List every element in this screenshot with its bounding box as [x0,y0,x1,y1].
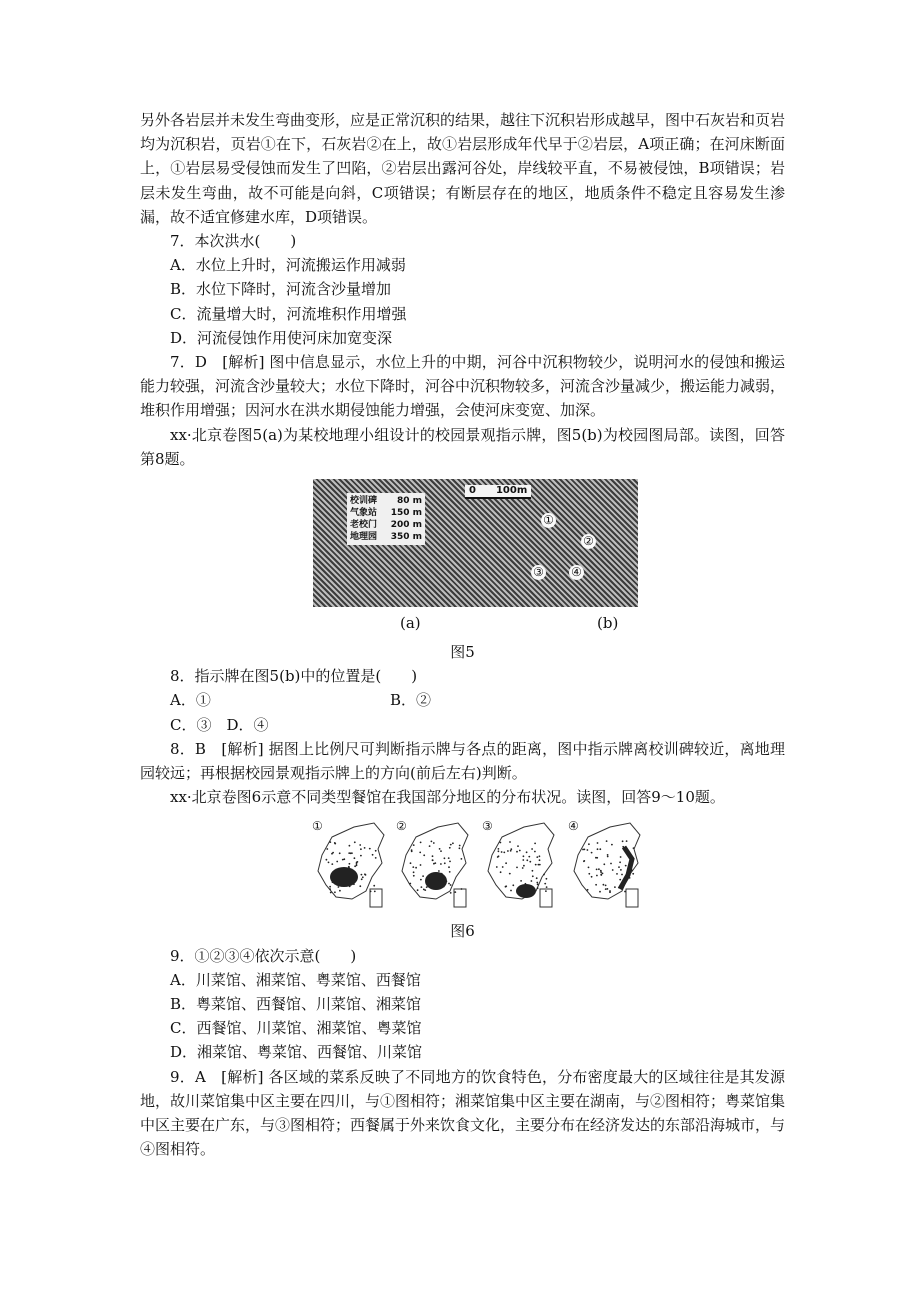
map-dot [503,852,505,854]
signboard-legend [347,493,425,545]
map-dot [438,871,440,873]
map-dot [607,856,609,858]
map-dot [618,887,620,889]
map-dot [496,867,498,869]
map-dot [498,851,500,853]
map-dot [628,874,630,876]
legend-row: 气象站 150 m [350,508,422,519]
map-dot [521,892,523,894]
map-dot [448,883,450,885]
map-dot [364,847,366,849]
map-dot [607,854,609,856]
map-dot [350,853,352,855]
map-dot [622,841,624,843]
map-dot [605,889,607,891]
map-dot [526,860,528,862]
map-dot [420,879,422,881]
map-dot [520,890,522,892]
q7-stem: 7．本次洪水( ) [170,232,297,251]
map-dot [588,867,590,869]
map-dot [599,891,601,893]
map-dot [359,886,361,888]
map-dot [516,851,518,853]
map-dot [546,887,548,889]
intro-paragraph: 另外各岩层并未发生弯曲变形，应是正常沉积的结果，越往下沉积岩形成越早，图中石灰岩和页岩均为沉积岩，页岩①在下，石灰岩②在上，故①岩层形成年代早于②岩层，A项正确；在河床断面上，①岩层易受侵蚀而发生了凹陷，②岩层出露河谷处，岸线较平直，不易被侵蚀，B项错误；岩层未发生弯曲，故不可能是向斜，C项错误；有断层存在的地区，地质条件不稳定且容易发生渗漏，故不适宜修建水库，D项错误。 [140,111,786,226]
map-dot [536,857,538,859]
map-dot [461,889,463,891]
map-dot [412,867,414,869]
map-dot [429,846,431,848]
map-dot [536,878,538,880]
q8-stem: 8．指示牌在图5(b)中的位置是( ) [170,667,418,686]
china-map-2: ② [396,819,476,919]
map-dot [448,867,450,869]
map-dot [438,886,440,888]
map-dot [348,884,350,886]
map-dot [597,843,599,845]
map-dot [342,859,344,861]
map-dot [432,856,434,858]
map-dot [449,861,451,863]
map-dot [331,864,333,866]
map-dot [500,842,502,844]
map-dot [583,861,585,863]
map-dot [440,851,442,853]
map-dot [452,843,454,845]
map-dot [497,857,499,859]
map-dot [375,850,377,852]
map-dot [333,881,335,883]
map-dot [621,874,623,876]
map-dot [362,877,364,879]
map-dot [611,844,613,846]
map-dot [339,853,341,855]
map-dot [614,887,616,889]
map-dot [419,852,421,854]
map-dot [531,881,533,883]
map-dot [597,849,599,851]
map-point-3: ③ [531,565,546,580]
map-dot [334,842,336,844]
q9-intro: xx·北京卷图6示意不同类型餐馆在我国部分地区的分布状况。读图，回答9～10题。 [170,788,725,807]
q9-option-a: A．川菜馆、湘菜馆、粤菜馆、西餐馆 [170,970,421,989]
map-dot [619,862,621,864]
china-map-4: ④ [568,819,648,919]
map-dot [620,869,622,871]
map-dot [596,875,598,877]
map-dot [440,864,442,866]
map-dot [432,878,434,880]
map-dot [328,862,330,864]
map-dot [410,863,412,865]
map-dot [448,858,450,860]
map-dot [501,852,503,854]
map-dot [595,884,597,886]
map-dot [587,850,589,852]
map-dot [354,842,356,844]
map-dot [364,874,366,876]
document-page [140,108,785,1162]
label-b: (b) [597,614,619,633]
map-dot [544,883,546,885]
map-dot [374,891,376,893]
q8-intro: xx·北京卷图5(a)为某校地理小组设计的校园景观指示牌，图5(b)为校园图局部。读图，回答第8题。 [140,425,785,468]
q9-option-d: D．湘菜馆、粤菜馆、西餐馆、川菜馆 [170,1043,423,1062]
figure-6 [140,819,785,919]
map-dot [599,849,601,851]
map-dot [546,878,548,880]
map-dot [510,849,512,851]
map-point-2: ② [581,534,596,549]
map-dot [537,884,539,886]
map-dot [600,874,602,876]
map-dot [444,858,446,860]
map-dot [349,886,351,888]
map-dot [595,857,597,859]
map-dot [415,867,417,869]
map-dot [632,873,634,875]
map-dot [600,870,602,872]
map-dot [629,877,631,879]
china-map-1: ① [312,819,392,919]
map-dot [433,863,435,865]
map-dot [588,844,590,846]
map-dot [543,874,545,876]
map-dot [509,873,511,875]
map-dot [537,888,539,890]
map-dot [526,852,528,854]
map-dot [520,880,522,882]
map-dot [598,869,600,871]
map-dot [633,848,635,850]
map-dot [461,858,463,860]
map-dot [449,847,451,849]
map-dot [538,864,540,866]
scale-bar: 0 100m [465,485,531,499]
figure-5 [140,479,785,614]
map-dot [588,873,590,875]
map-dot [624,878,626,880]
map-dot [430,885,432,887]
q9-stem: 9．①②③④依次示意( ) [170,946,357,965]
map-dot [603,864,605,866]
map-dot [523,865,525,867]
q7-answer: 7．D [解析] 图中信息显示，水位上升的中期，河谷中沉积物较少，说明河水的侵蚀和搬运能力较强，河流含沙量较大；水位下降时，河谷中沉积物较多，河流含沙量减少，搬运能力减弱，堆积作用增强；因河水在洪水期侵蚀能力增强，会使河床变宽、加深。 [140,353,786,420]
map-dot [375,857,377,859]
map-dot [532,876,534,878]
map-dot [512,885,514,887]
map-dot [372,854,374,856]
map-dot [354,858,356,860]
map-dot [326,849,328,851]
map-dot [582,849,584,851]
map-dot [459,845,461,847]
map-dot [509,842,511,844]
q7-option-d: D．河流侵蚀作用使河床加宽变深 [170,328,393,347]
map-dot [532,870,534,872]
map-dot [417,890,419,892]
map-point-4: ④ [569,565,584,580]
map-dot [545,891,547,893]
label-a: (a) [400,614,421,633]
map-dot [529,886,531,888]
map-dot [616,873,618,875]
map-dot [360,849,362,851]
map-dot [433,843,435,845]
map-dot [516,867,518,869]
map-dot [347,869,349,871]
q9-answer: 9．A [解析] 各区域的菜系反映了不同地方的饮食特色，分布密度最大的区域往往是其发源地，故川菜馆集中区主要在四川，与①图相符；湘菜馆集中区主要在湖南，与②图相符；粤菜馆集中区主要在广东，与③图相符；西餐属于外来饮食文化，主要分布在经济发达的东部沿海城市，与④图相符。 [140,1067,786,1159]
map-dot [422,876,424,878]
map-dot [619,879,621,881]
map-dot [420,865,422,867]
map-dot [622,846,624,848]
map-dot [353,884,355,886]
q9-option-c: C．西餐馆、川菜馆、湘菜馆、粤菜馆 [170,1019,422,1038]
map-point-1: ① [541,513,556,528]
map-dot [539,860,541,862]
map-dot [596,869,598,871]
map-dot [505,886,507,888]
q7-option-c: C．流量增大时，河流堆积作用增强 [170,304,407,323]
map-dot [606,841,608,843]
map-dot [411,851,413,853]
map-dot [334,892,336,894]
map-dot [517,846,519,848]
map-dot [413,872,415,874]
map-dot [605,885,607,887]
map-dot [498,848,500,850]
map-dot [446,881,448,883]
map-dot [620,857,622,859]
q8-options-cd: C．③ D．④ [170,715,269,734]
map-dot [591,876,593,878]
map-dot [439,848,441,850]
map-dot [534,851,536,853]
figure-5-caption: 图5 [450,643,475,662]
map-dot [338,887,340,889]
map-dot [454,892,456,894]
map-dot [329,842,331,844]
map-dot [348,866,350,868]
map-dot [609,892,611,894]
map-dot [591,852,593,854]
map-dot [625,847,627,849]
map-dot [525,883,527,885]
map-dot [330,892,332,894]
map-dot [437,881,439,883]
map-dot [502,867,504,869]
map-dot [360,855,362,857]
map-dot [349,845,351,847]
china-map-3: ③ [482,819,562,919]
q9-option-b: B．粤菜馆、西餐馆、川菜馆、湘菜馆 [170,995,422,1014]
map-dot [519,850,521,852]
map-dot [339,880,341,882]
map-dot [531,849,533,851]
map-dot [369,848,371,850]
map-dot [336,861,338,863]
map-dot [421,887,423,889]
legend-row: 校训碑 80 m [350,496,422,507]
map-dot [332,852,334,854]
q7-option-a: A．水位上升时，河流搬运作用减弱 [170,256,406,275]
map-dot [326,859,328,861]
map-dot [432,860,434,862]
map-dot [610,863,612,865]
q8-answer: 8．B [解析] 据图上比例尺可判断指示牌与各点的距离，图中指示牌离校训碑较近，离地理园较远；再根据校园景观指示牌上的方向(前后左右)判断。 [140,739,785,783]
map-dot [409,883,411,885]
map-dot [423,855,425,857]
map-dot [349,863,351,865]
map-dot [339,890,341,892]
map-dot [626,841,628,843]
map-dot [441,875,443,877]
map-dot [510,890,512,892]
map-dot [443,886,445,888]
map-dot [433,873,435,875]
map-dot [413,875,415,877]
map-dot [500,872,502,874]
map-dot [420,842,422,844]
q8-options-ab: A．① B．② [170,691,432,710]
map-dot [356,865,358,867]
map-dot [624,891,626,893]
map-dot [505,863,507,865]
map-dot [444,863,446,865]
map-dot [370,891,372,893]
map-dot [413,845,415,847]
map-dot [532,888,534,890]
map-dot [329,886,331,888]
map-dot [426,887,428,889]
map-dot [357,861,359,863]
q7-option-b: B．水位下降时，河流含沙量增加 [170,280,392,299]
map-dot [450,892,452,894]
map-dot [459,848,461,850]
map-dot [607,888,609,890]
legend-row: 地理园 350 m [350,532,422,543]
map-dot [510,850,512,852]
map-dot [534,843,536,845]
map-dot [522,868,524,870]
map-dot [618,867,620,869]
map-dot [528,856,530,858]
map-dot [529,861,531,863]
map-dot [441,873,443,875]
map-dot [507,851,509,853]
map-dot [450,844,452,846]
map-dot [449,871,451,873]
map-dot [450,885,452,887]
map-dot [539,856,541,858]
map-dot [329,889,331,891]
map-dot [373,885,375,887]
campus-map-hatched [313,479,638,607]
map-dot [423,889,425,891]
map-dot [535,864,537,866]
map-dot [332,882,334,884]
map-dot [523,856,525,858]
figure-6-caption: 图6 [450,922,475,941]
map-dot [603,884,605,886]
map-dot [351,870,353,872]
map-dot [525,890,527,892]
figure-5-sublabels [140,614,785,640]
map-dot [359,845,361,847]
map-dot [587,889,589,891]
map-dot [337,884,339,886]
map-dot [625,865,627,867]
map-dot [361,879,363,881]
map-dot [522,860,524,862]
map-dot [361,874,363,876]
map-dot [612,870,614,872]
map-dot [631,870,633,872]
map-dot [536,882,538,884]
map-dot [431,841,433,843]
legend-row: 老校门 200 m [350,520,422,531]
